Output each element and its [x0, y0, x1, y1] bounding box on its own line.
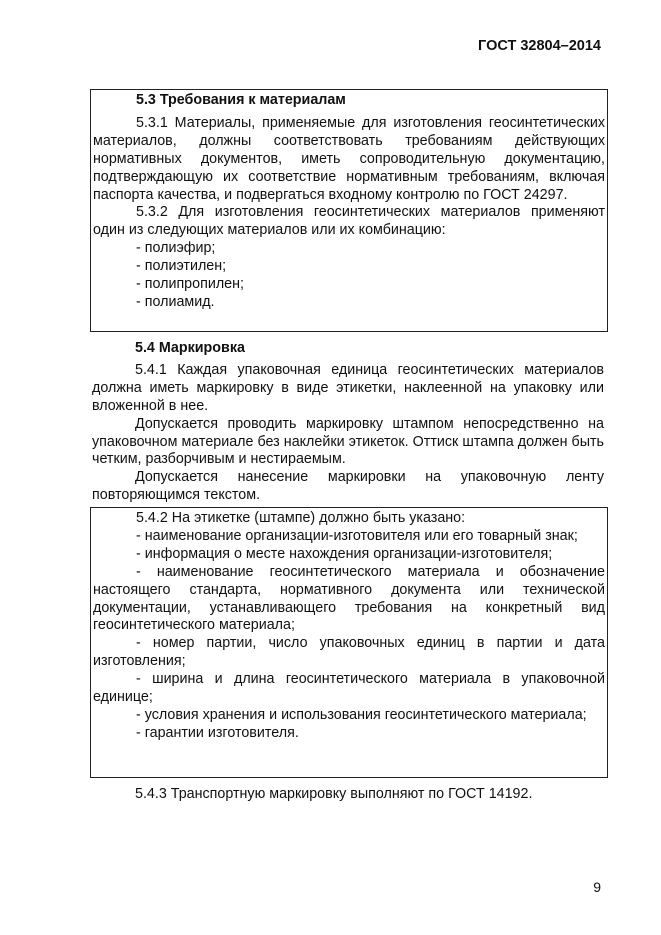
paragraph-5-4-1: 5.4.1 Каждая упаковочная единица геосинтетических материалов должна иметь маркировку в виде этикетки, наклеенной на упаковку или вложенной в нее. [92, 361, 604, 414]
list-item: - полиамид. [136, 293, 215, 310]
list-item: - ширина и длина геосинтетического материала в упаковочной единице; [93, 671, 605, 706]
list-item: - номер партии, число упаковочных единиц в партии и дата изготовления; [93, 635, 605, 670]
list-item: - полиэфир; [136, 240, 216, 257]
section-5-4-heading: 5.4 Маркировка [135, 340, 245, 356]
section-5-3-heading: 5.3 Требования к материалам [136, 92, 346, 108]
list-item: - информация о месте нахождения организации-изготовителя; [136, 545, 553, 562]
paragraph-5-3-1: 5.3.1 Материалы, применяемые для изготовления геосинтетических материалов, должны соответствовать требованиям действующих нормативных документов, иметь сопроводительную документацию, подтверждающую их соответствие нормативным требованиям, включая паспорта качества, и подвергаться входному контролю по ГОСТ 24297. [93, 114, 605, 203]
list-item: - условия хранения и использования геосинтетического материала; [136, 706, 587, 723]
paragraph-5-3-2: 5.3.2 Для изготовления геосинтетических материалов применяют один из следующих материалов или их комбинацию: [93, 204, 605, 239]
list-item: - полиэтилен; [136, 258, 227, 275]
paragraph-5-4-3: 5.4.3 Транспортную маркировку выполняют по ГОСТ 14192. [135, 786, 533, 802]
page-number: 9 [593, 879, 601, 895]
paragraph-tape-marking: Допускается нанесение маркировки на упаковочную ленту повторяющимся текстом. [92, 469, 604, 504]
list-item: - наименование организации-изготовителя или его товарный знак; [136, 527, 578, 544]
paragraph-5-4-2: 5.4.2 На этикетке (штампе) должно быть указано: [136, 510, 466, 526]
paragraph-stamp-marking: Допускается проводить маркировку штампом непосредственно на упаковочном материале без наклейки этикеток. Оттиск штампа должен быть четким, разборчивым и нестираемым. [92, 415, 604, 468]
list-item: - наименование геосинтетического материала и обозначение настоящего стандарта, нормативного документа или технической документации, устанавливающего требования на конкретный вид геосинтетического материала; [93, 563, 605, 634]
section-5-4-2-box [90, 507, 608, 778]
section-5-3-box [90, 89, 608, 332]
list-item: - полипропилен; [136, 276, 244, 293]
document-standard-number: ГОСТ 32804–2014 [478, 38, 601, 54]
list-item: - гарантии изготовителя. [136, 724, 299, 741]
